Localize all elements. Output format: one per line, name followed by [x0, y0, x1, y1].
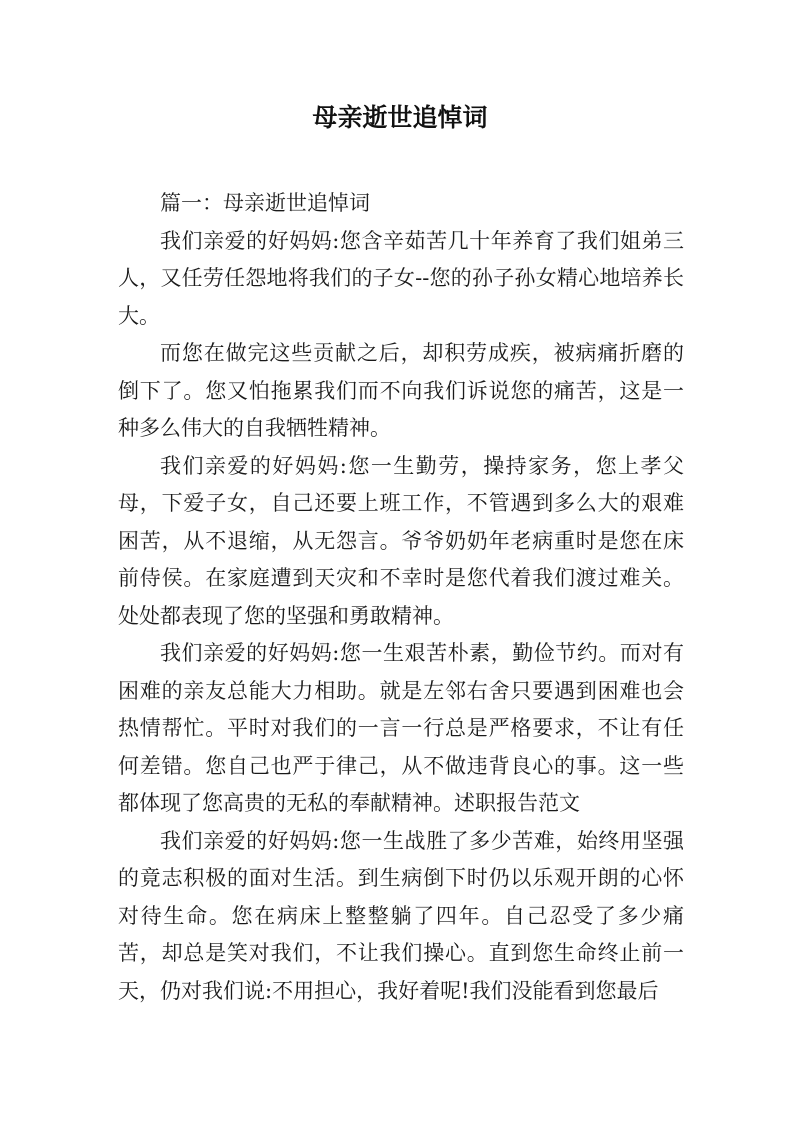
- document-title: 母亲逝世追悼词: [312, 103, 488, 132]
- paragraph: 我们亲爱的好妈妈:您一生勤劳，操持家务，您上孝父母，下爱子女，自己还要上班工作，不管遇到多么大的艰难困苦，从不退缩，从无怨言。爷爷奶奶年老病重时是您在床前侍侯。在家庭遭到天灾和不幸时是您代着我们渡过难关。处处都表现了您的坚强和勇敢精神。: [118, 453, 684, 628]
- paragraph: 我们亲爱的好妈妈:您含辛茹苦几十年养育了我们姐弟三人，又任劳任怨地将我们的子女--您的孙子孙女精心地培养长大。: [118, 228, 684, 328]
- paragraph: 我们亲爱的好妈妈:您一生战胜了多少苦难，始终用坚强的竟志积极的面对生活。到生病倒下时仍以乐观开朗的心怀对待生命。您在病床上整整躺了四年。自己忍受了多少痛苦，却总是笑对我们，不让我们操心。直到您生命终止前一天，仍对我们说:不用担心，我好着呢!我们没能看到您最后: [118, 828, 684, 1003]
- document-body: [118, 185, 684, 1010]
- paragraph: 我们亲爱的好妈妈:您一生艰苦朴素，勤俭节约。而对有困难的亲友总能大力相助。就是左邻右舍只要遇到困难也会热情帮忙。平时对我们的一言一行总是严格要求，不让有任何差错。您自己也严于律己，从不做违背良心的事。这一些都体现了您高贵的无私的奉献精神。述职报告范文: [118, 641, 684, 815]
- section-heading: 篇一：母亲逝世追悼词: [160, 191, 370, 215]
- paragraph: 而您在做完这些贡献之后，却积劳成疾，被病痛折磨的倒下了。您又怕拖累我们而不向我们诉说您的痛苦，这是一种多么伟大的自我牺牲精神。: [118, 341, 684, 440]
